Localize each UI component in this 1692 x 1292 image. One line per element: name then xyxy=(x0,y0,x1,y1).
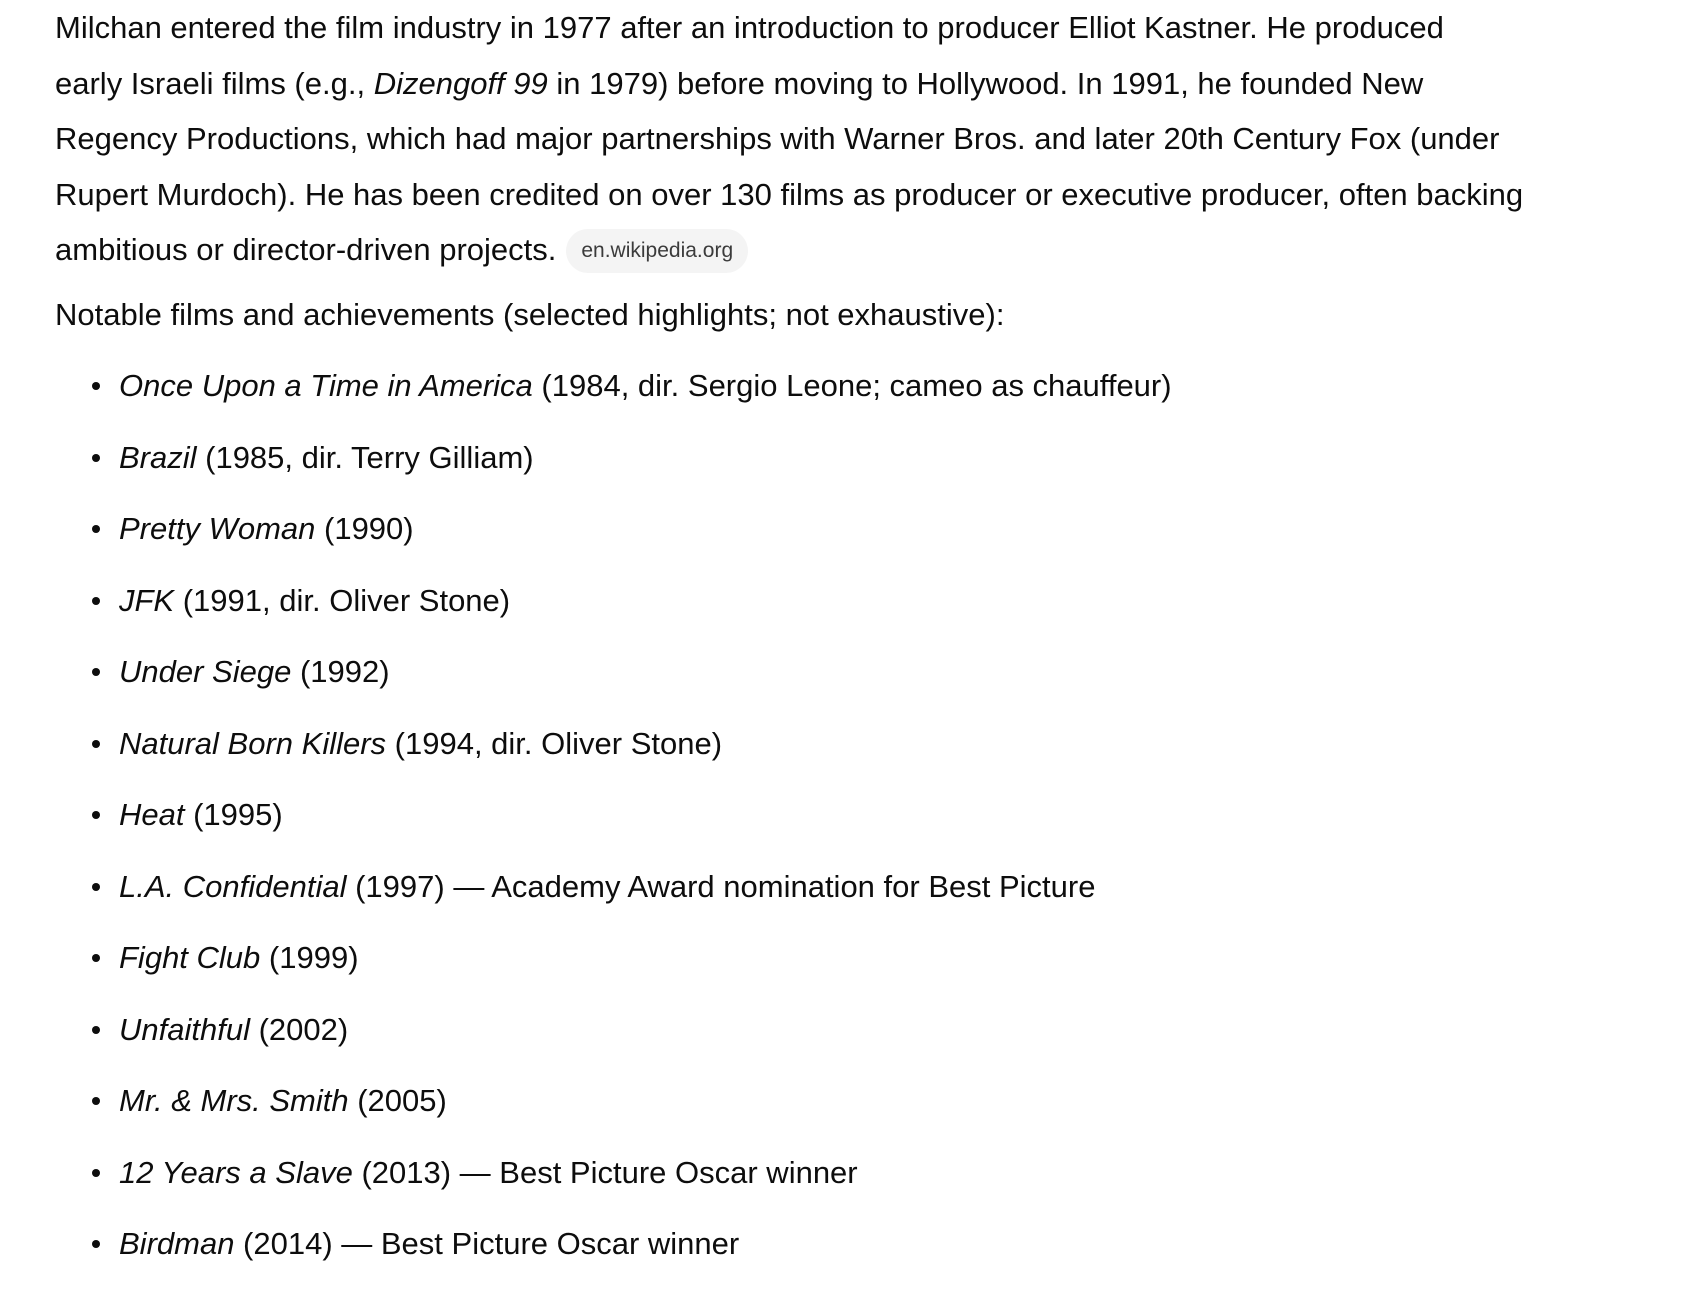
film-detail: (2002) xyxy=(249,1011,349,1047)
bullet-icon xyxy=(92,954,100,962)
film-title-italic: Dizengoff 99 xyxy=(373,65,548,101)
film-list-item xyxy=(55,863,1172,935)
film-title: Once Upon a Time in America xyxy=(119,368,533,403)
paragraph-line: Regency Productions, which had major partnerships with Warner Bros. and later 20th Century Fox (under xyxy=(55,121,1500,156)
bullet-icon xyxy=(92,597,100,605)
film-title: Brazil xyxy=(119,439,197,475)
film-title: JFK xyxy=(119,582,175,618)
film-detail: (1991, dir. Oliver Stone) xyxy=(174,582,511,618)
film-list-item xyxy=(55,362,1172,434)
bullet-icon xyxy=(92,454,100,462)
film-detail: (1997) — Academy Award nomination for Best Picture xyxy=(346,868,1096,904)
film-title: Unfaithful xyxy=(119,1011,250,1047)
film-detail: (1994, dir. Oliver Stone) xyxy=(386,725,723,761)
film-title: 12 Years a Slave xyxy=(119,1154,353,1190)
paragraph-text: early Israeli films (e.g., xyxy=(55,65,374,101)
paragraph-text: in 1979) before moving to Hollywood. In 1991, he founded New xyxy=(547,65,1424,101)
paragraph-line: Milchan entered the film industry in 1977 after an introduction to producer Elliot Kastner. He produced xyxy=(55,10,1444,45)
film-title: Pretty Woman xyxy=(119,511,316,546)
bullet-icon xyxy=(92,883,100,891)
film-title: L.A. Confidential xyxy=(119,868,347,904)
film-detail: (1985, dir. Terry Gilliam) xyxy=(196,439,534,475)
bullet-icon xyxy=(92,525,100,533)
film-list-item xyxy=(55,720,1172,792)
film-detail: (2005) xyxy=(348,1083,447,1118)
paragraph-line xyxy=(55,56,1655,112)
paragraph-line xyxy=(55,222,1655,278)
bullet-icon xyxy=(92,811,100,819)
response-content xyxy=(55,0,1655,278)
film-list-item xyxy=(55,434,1172,506)
biography-paragraph xyxy=(55,0,1655,278)
paragraph-text: ambitious or director-driven projects. xyxy=(55,232,557,267)
film-list-item xyxy=(55,648,1172,720)
film-list-item xyxy=(55,1149,1172,1221)
film-detail: (1995) xyxy=(184,797,283,832)
film-title: Fight Club xyxy=(119,940,261,975)
film-title: Under Siege xyxy=(119,654,292,689)
bullet-icon xyxy=(92,1169,100,1177)
film-list-item xyxy=(55,934,1172,1006)
film-detail: (1999) xyxy=(260,940,359,975)
notable-films-list xyxy=(55,362,1172,1292)
film-list-item xyxy=(55,791,1172,863)
films-intro-text: Notable films and achievements (selected highlights; not exhaustive): xyxy=(55,297,1005,332)
film-title: Birdman xyxy=(119,1226,235,1261)
bullet-icon xyxy=(92,740,100,748)
bullet-icon xyxy=(92,1026,100,1034)
film-detail: (1990) xyxy=(315,511,414,546)
film-detail: (1992) xyxy=(291,654,390,689)
citation-link-button[interactable]: en.wikipedia.org xyxy=(566,229,748,273)
film-title: Mr. & Mrs. Smith xyxy=(119,1083,349,1118)
bullet-icon xyxy=(92,1240,100,1248)
bullet-icon xyxy=(92,668,100,676)
film-detail: (2013) — Best Picture Oscar winner xyxy=(352,1154,858,1190)
film-list-item xyxy=(55,505,1172,577)
film-list-item xyxy=(55,577,1172,649)
film-title: Natural Born Killers xyxy=(119,725,387,761)
film-title: Heat xyxy=(119,797,185,832)
film-detail: (2014) — Best Picture Oscar winner xyxy=(234,1226,740,1261)
film-list-item xyxy=(55,1077,1172,1149)
film-detail: (1984, dir. Sergio Leone; cameo as chauffeur) xyxy=(532,368,1172,403)
bullet-icon xyxy=(92,382,100,390)
film-list-item xyxy=(55,1220,1172,1292)
film-list-item xyxy=(55,1006,1172,1078)
paragraph-line: Rupert Murdoch). He has been credited on over 130 films as producer or executive producer, often backing xyxy=(55,176,1524,212)
bullet-icon xyxy=(92,1097,100,1105)
